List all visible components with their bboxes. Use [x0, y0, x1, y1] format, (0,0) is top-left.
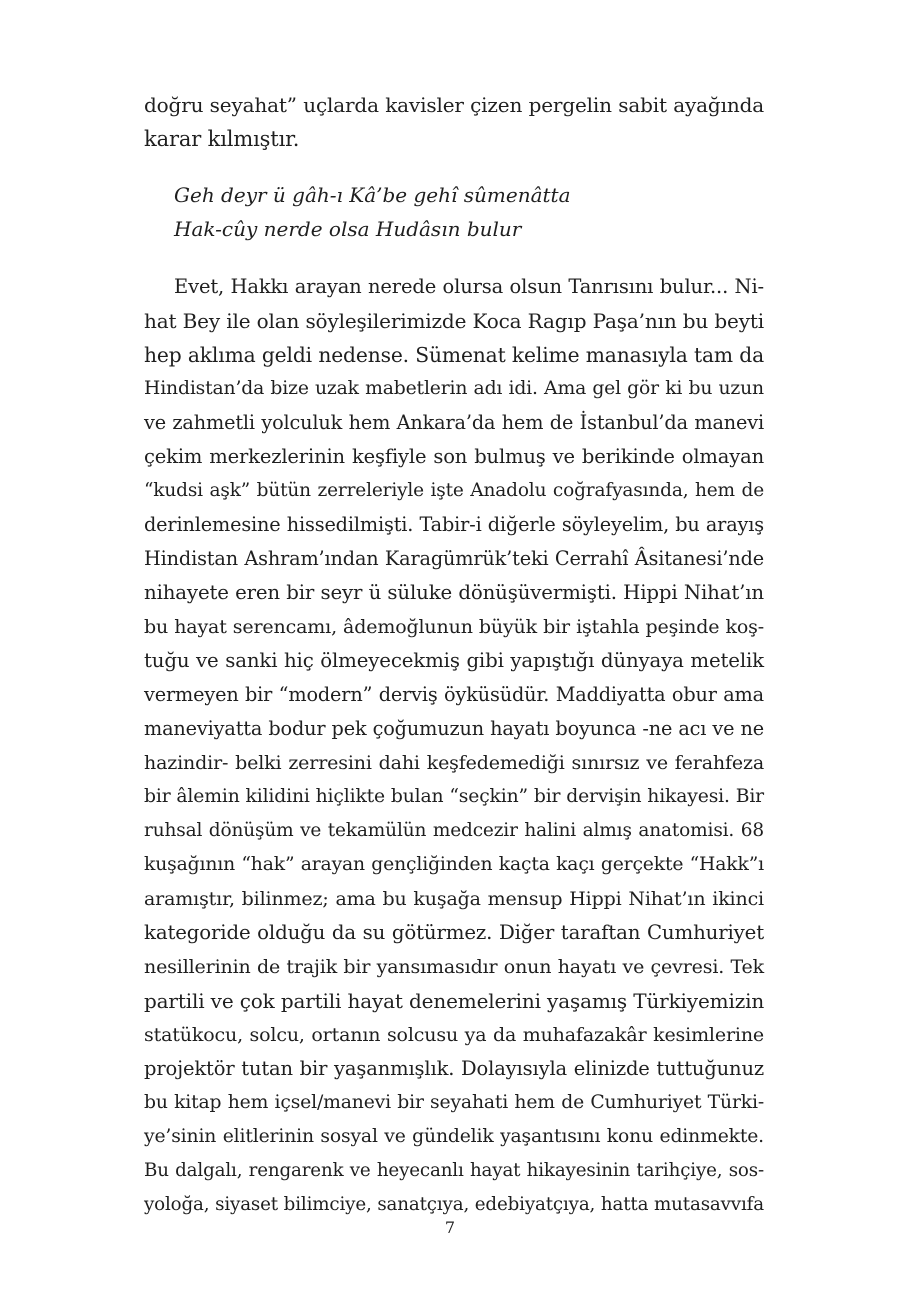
text-line: bir âlemin kilidini hiçlikte bulan “seçkin” bir dervişin hikayesi. Bir — [144, 786, 764, 807]
text-line: hazindir- belki zerresini dahi keşfedemediği sınırsız ve ferahfeza — [144, 752, 764, 774]
text-line: yoloğa, siyaset bilimciye, sanatçıya, edebiyatçıya, hatta mutasavvıfa — [144, 1194, 764, 1215]
main-paragraph — [144, 270, 764, 1222]
text-line: ruhsal dönüşüm ve tekamülün medcezir halini almış anatomisi. 68 — [144, 820, 764, 841]
text-line: aramıştır, bilinmez; ama bu kuşağa mensup Hippi Nihat’ın ikinci — [144, 888, 764, 910]
text-line: Hindistan Ashram’ından Karagümrük’teki Cerrahî Âsitanesi’nde — [144, 547, 764, 570]
text-line: vermeyen bir “modern” derviş öyküsüdür. Maddiyatta obur ama — [144, 683, 764, 706]
text-line: hep aklıma geldi nedense. Sümenat kelime manasıyla tam da — [144, 343, 764, 367]
text-line: doğru seyahat” uçlarda kavisler çizen pergelin sabit ayağında — [144, 93, 764, 117]
text-line: projektör tutan bir yaşanmışlık. Dolayısıyla elinizde tuttuğunuz — [144, 1057, 764, 1080]
text-line: Bu dalgalı, rengarenk ve heyecanlı hayat hikayesinin tarihçiye, sos- — [144, 1160, 764, 1181]
text-line: ye’sinin elitlerinin sosyal ve gündelik yaşantısını konu edinmekte. — [144, 1126, 764, 1147]
text-line: derinlemesine hissedilmişti. Tabir-i diğerle söyleyelim, bu arayış — [144, 513, 764, 536]
text-line: nihayete eren bir seyr ü süluke dönüşüvermişti. Hippi Nihat’ın — [144, 581, 764, 604]
text-line: Evet, Hakkı arayan nerede olursa olsun Tanrısını bulur... Ni- — [174, 275, 764, 298]
text-line: kuşağının “hak” arayan gençliğinden kaçta kaçı gerçekte “Hakk”ı — [144, 854, 764, 875]
verse-couplet — [174, 178, 734, 246]
text-line: statükocu, solcu, ortanın solcusu ya da muhafazakâr kesimlerine — [144, 1024, 764, 1046]
text-line: bu kitap hem içsel/manevi bir seyahati hem de Cumhuriyet Türki- — [144, 1092, 764, 1113]
text-line: hat Bey ile olan söyleşilerimizde Koca Ragıp Paşa’nın bu beyti — [144, 309, 764, 333]
text-line: kategoride olduğu da su götürmez. Diğer taraftan Cumhuriyet — [144, 921, 764, 944]
opening-paragraph — [144, 88, 764, 156]
text-line: karar kılmıştır. — [144, 127, 300, 151]
text-line: bu hayat serencamı, âdemoğlunun büyük bir iştahla peşinde koş- — [144, 616, 764, 638]
text-line: Hindistan’da bize uzak mabetlerin adı idi. Ama gel gör ki bu uzun — [144, 378, 764, 399]
text-line: maneviyatta bodur pek çoğumuzun hayatı boyunca -ne acı ve ne — [144, 717, 764, 740]
text-line: partili ve çok partili hayat denemelerini yaşamış Türkiyemizin — [144, 989, 765, 1013]
text-line: tuğu ve sanki hiç ölmeyecekmiş gibi yapıştığı dünyaya metelik — [144, 649, 764, 672]
verse-line: Hak-cûy nerde olsa Hudâsın bulur — [174, 217, 522, 241]
text-line: “kudsi aşk” bütün zerreleriyle işte Anadolu coğrafyasında, hem de — [144, 480, 764, 501]
text-line: çekim merkezlerinin keşfiyle son bulmuş ve berikinde olmayan — [144, 445, 764, 468]
page-number: 7 — [444, 1218, 456, 1237]
verse-line: Geh deyr ü gâh-ı Kâ’be gehî sûmenâtta — [174, 183, 571, 207]
text-line: ve zahmetli yolculuk hem Ankara’da hem de İstanbul’da manevi — [144, 411, 764, 434]
text-line: nesillerinin de trajik bir yansımasıdır onun hayatı ve çevresi. Tek — [144, 956, 764, 978]
